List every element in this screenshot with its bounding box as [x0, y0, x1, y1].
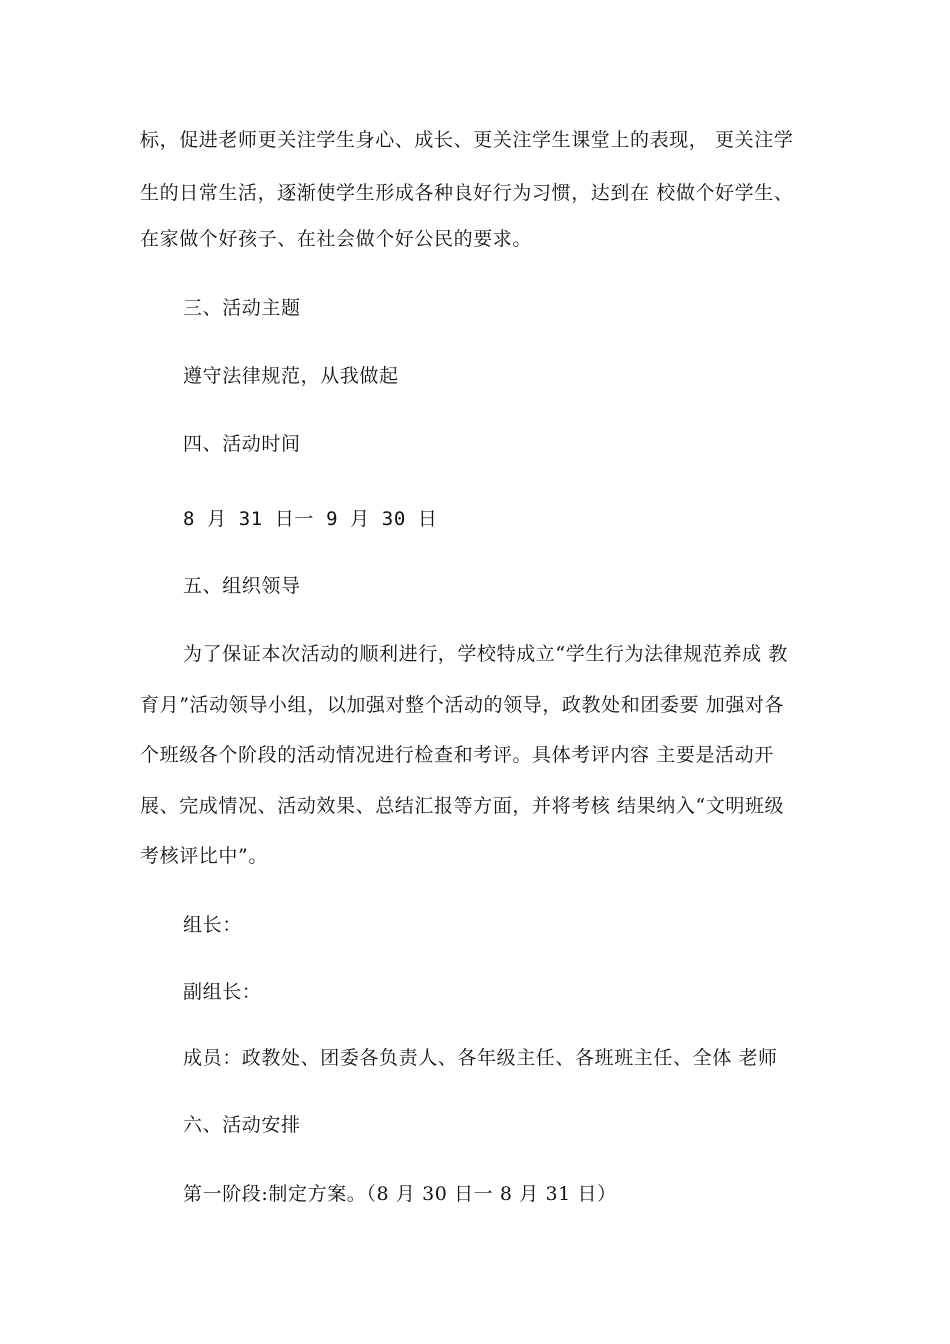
org-line-2: 育月”活动领导小组，以加强对整个活动的领导，政教处和团委要 加强对各 [140, 694, 785, 716]
intro-line-1: 标，促进老师更关注学生身心、成长、更关注学生课堂上的表现， 更关注学 [140, 129, 794, 151]
section-theme-heading: 三、活动主题 [183, 297, 301, 319]
org-line-4: 展、完成情况、活动效果、总结汇报等方面，并将考核 结果纳入“文明班级 [140, 795, 785, 817]
vice-leader-label: 副组长： [183, 981, 262, 1003]
intro-line-3: 在家做个好孩子、在社会做个好公民的要求。 [140, 228, 533, 250]
section-theme-text: 遵守法律规范，从我做起 [183, 365, 399, 387]
intro-line-2: 生的日常生活，逐渐使学生形成各种良好行为习惯，达到在 校做个好学生、 [140, 182, 794, 204]
section-org-heading: 五、组织领导 [183, 575, 301, 597]
org-line-1: 为了保证本次活动的顺利进行，学校特成立“学生行为法律规范养成 教 [183, 643, 788, 665]
org-line-3: 个班级各个阶段的活动情况进行检查和考评。具体考评内容 主要是活动开 [140, 744, 774, 766]
section-time-heading: 四、活动时间 [183, 433, 301, 455]
phase-one-text: 第一阶段:制定方案。（8 月 30 日一 8 月 31 日） [183, 1183, 617, 1205]
org-line-5: 考核评比中”。 [140, 845, 268, 867]
section-time-text: 8 月 31 日一 9 月 30 日 [183, 508, 438, 530]
leader-label: 组长： [183, 914, 242, 936]
members-text: 成员：政教处、团委各负责人、各年级主任、各班班主任、全体 老师 [183, 1047, 778, 1069]
section-schedule-heading: 六、活动安排 [183, 1114, 301, 1136]
